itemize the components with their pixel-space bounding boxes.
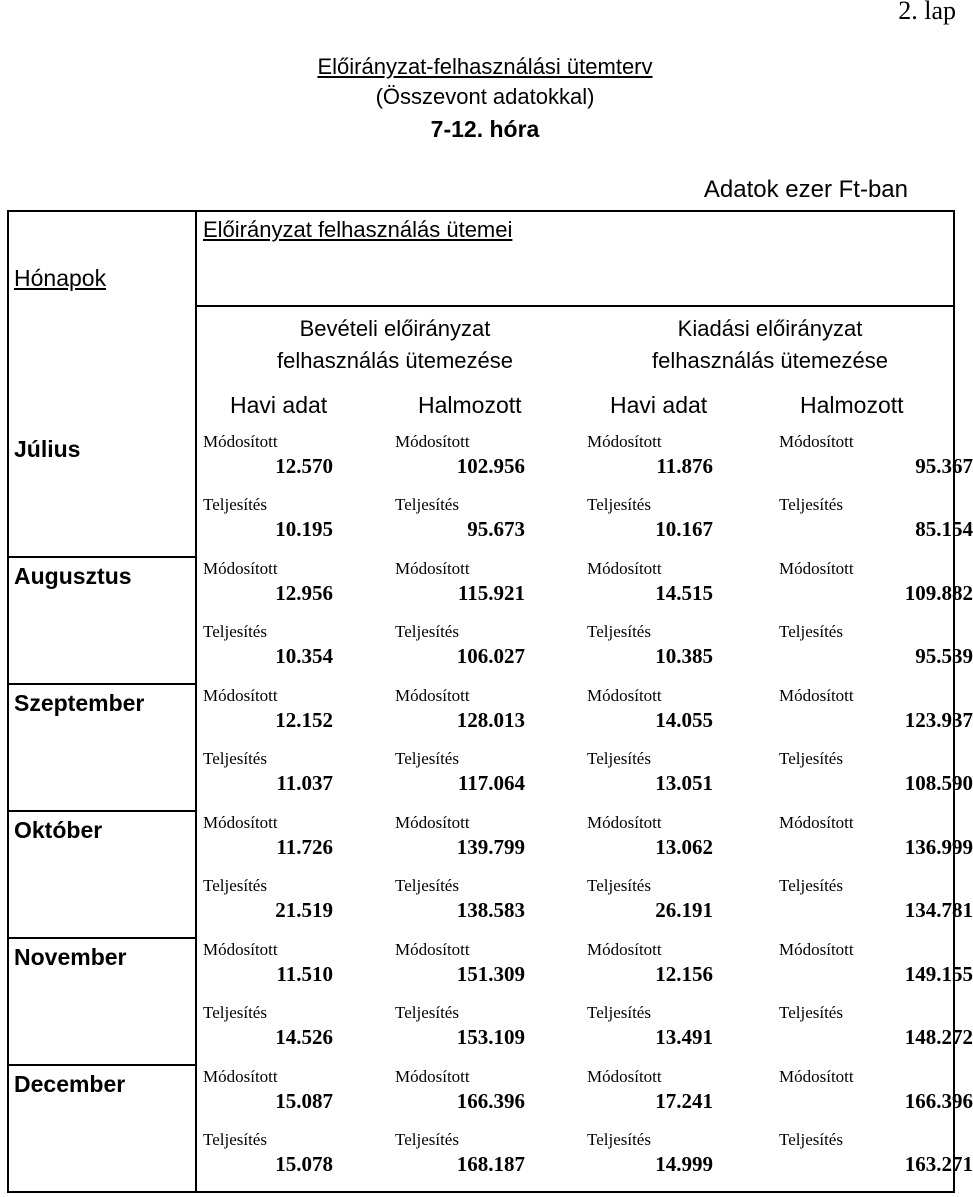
actual-cell [203, 876, 393, 938]
modified-cell [587, 559, 777, 621]
amount-value: 11.876 [656, 454, 713, 478]
modified-cell [395, 432, 585, 494]
amount-value: 102.956 [456, 454, 525, 478]
modified-cell [203, 1067, 393, 1129]
modified-label: Módosított [587, 686, 662, 705]
modified-cell [395, 559, 585, 621]
actual-cell [395, 1003, 585, 1065]
modified-cell [203, 432, 393, 494]
modified-cell [395, 813, 585, 875]
modified-cell [779, 1067, 973, 1129]
amount-value: 166.396 [456, 1089, 525, 1113]
actual-cell [203, 622, 393, 684]
actual-cell [779, 749, 973, 811]
modified-label: Módosított [395, 432, 470, 451]
modified-label: Módosított [203, 432, 278, 451]
subcol-income-cumulative: Halmozott [418, 392, 522, 418]
amount-value: 85.154 [915, 517, 973, 541]
month-column-divider [195, 210, 197, 1193]
modified-label: Módosított [203, 813, 278, 832]
modified-label: Módosított [779, 686, 854, 705]
actual-label: Teljesítés [395, 876, 459, 895]
modified-label: Módosított [587, 559, 662, 578]
actual-cell [395, 495, 585, 557]
modified-cell [779, 813, 973, 875]
modified-label: Módosított [203, 686, 278, 705]
actual-label: Teljesítés [587, 495, 651, 514]
modified-label: Módosított [395, 559, 470, 578]
actual-cell [779, 495, 973, 557]
amount-value: 139.799 [456, 835, 525, 859]
actual-label: Teljesítés [587, 1003, 651, 1022]
actual-label: Teljesítés [203, 1003, 267, 1022]
amount-value: 117.064 [457, 771, 525, 795]
modified-label: Módosított [779, 1067, 854, 1086]
expense-group-header: Kiadási előirányzat felhasználás ütemezése [651, 316, 889, 373]
actual-label: Teljesítés [779, 1003, 843, 1022]
actual-label: Teljesítés [779, 1130, 843, 1149]
amount-value: 13.062 [655, 835, 713, 859]
actual-cell [587, 495, 777, 557]
document-title: Előirányzat-felhasználási ütemterv [317, 54, 653, 79]
actual-label: Teljesítés [203, 622, 267, 641]
amount-value: 12.152 [275, 708, 333, 732]
modified-cell [587, 813, 777, 875]
amount-value: 168.187 [456, 1152, 525, 1176]
amount-value: 153.109 [456, 1025, 525, 1049]
modified-cell [203, 813, 393, 875]
actual-cell [779, 622, 973, 684]
row-divider [7, 556, 197, 558]
modified-label: Módosított [779, 940, 854, 959]
income-group-header: Bevételi előirányzat felhasználás ütemezése [276, 316, 514, 373]
actual-label: Teljesítés [779, 622, 843, 641]
modified-cell [779, 559, 973, 621]
modified-cell [779, 686, 973, 748]
modified-cell [203, 686, 393, 748]
actual-label: Teljesítés [395, 749, 459, 768]
page-label: 2. lap [898, 0, 956, 25]
month-label: Augusztus [14, 563, 132, 589]
unit-note: Adatok ezer Ft-ban [703, 176, 908, 203]
amount-value: 149.155 [904, 962, 973, 986]
actual-cell [587, 622, 777, 684]
modified-label: Módosított [587, 1067, 662, 1086]
modified-cell [587, 432, 777, 494]
amount-value: 95.539 [915, 644, 973, 668]
amount-value: 106.027 [456, 644, 525, 668]
modified-label: Módosított [203, 940, 278, 959]
month-label: December [14, 1071, 126, 1097]
amount-value: 95.367 [915, 454, 973, 478]
actual-label: Teljesítés [395, 1130, 459, 1149]
actual-label: Teljesítés [203, 1130, 267, 1149]
actual-cell [395, 749, 585, 811]
amount-value: 128.013 [456, 708, 525, 732]
actual-cell [779, 876, 973, 938]
actual-label: Teljesítés [779, 876, 843, 895]
modified-label: Módosított [203, 1067, 278, 1086]
actual-label: Teljesítés [395, 495, 459, 514]
amount-value: 21.519 [275, 898, 333, 922]
subcol-income-monthly: Havi adat [230, 392, 328, 418]
actual-label: Teljesítés [203, 749, 267, 768]
amount-value: 26.191 [655, 898, 713, 922]
modified-label: Módosított [395, 813, 470, 832]
amount-value: 11.726 [276, 835, 333, 859]
subcol-expense-monthly: Havi adat [610, 392, 708, 418]
actual-cell [203, 1003, 393, 1065]
row-divider [7, 810, 197, 812]
amount-value: 134.781 [904, 898, 973, 922]
row-divider [7, 1064, 197, 1066]
modified-label: Módosított [779, 432, 854, 451]
amount-value: 109.882 [904, 581, 973, 605]
actual-cell [203, 1130, 393, 1192]
modified-cell [587, 940, 777, 1002]
amount-value: 12.956 [275, 581, 333, 605]
modified-label: Módosított [395, 686, 470, 705]
month-label: Október [14, 817, 103, 843]
month-label: Szeptember [14, 690, 145, 716]
amount-value: 12.570 [275, 454, 333, 478]
modified-cell [587, 686, 777, 748]
amount-value: 17.241 [655, 1089, 713, 1113]
actual-label: Teljesítés [395, 622, 459, 641]
modified-label: Módosított [395, 940, 470, 959]
amount-value: 11.037 [276, 771, 333, 795]
actual-cell [587, 749, 777, 811]
actual-cell [779, 1130, 973, 1192]
modified-label: Módosított [587, 940, 662, 959]
actual-cell [203, 495, 393, 557]
amount-value: 10.354 [275, 644, 333, 668]
modified-cell [203, 940, 393, 1002]
actual-label: Teljesítés [587, 1130, 651, 1149]
modified-cell [779, 432, 973, 494]
amount-value: 115.921 [457, 581, 525, 605]
amount-value: 15.078 [275, 1152, 333, 1176]
utem-header: Előirányzat felhasználás ütemei [203, 217, 513, 242]
actual-cell [395, 1130, 585, 1192]
modified-cell [779, 940, 973, 1002]
amount-value: 10.167 [655, 517, 713, 541]
amount-value: 136.999 [904, 835, 973, 859]
amount-value: 148.272 [904, 1025, 973, 1049]
amount-value: 13.491 [655, 1025, 713, 1049]
modified-label: Módosított [587, 432, 662, 451]
amount-value: 11.510 [276, 962, 333, 986]
actual-label: Teljesítés [587, 749, 651, 768]
actual-cell [779, 1003, 973, 1065]
amount-value: 13.051 [655, 771, 713, 795]
document-period: 7-12. hóra [430, 116, 540, 142]
subcol-expense-cumulative: Halmozott [800, 392, 904, 418]
month-label: Július [14, 436, 81, 462]
amount-value: 12.156 [655, 962, 713, 986]
amount-value: 14.526 [275, 1025, 333, 1049]
amount-value: 95.673 [467, 517, 525, 541]
amount-value: 123.937 [904, 708, 973, 732]
amount-value: 166.396 [904, 1089, 973, 1113]
amount-value: 14.999 [655, 1152, 713, 1176]
row-divider [7, 937, 197, 939]
amount-value: 14.515 [655, 581, 713, 605]
modified-label: Módosított [203, 559, 278, 578]
amount-value: 10.385 [655, 644, 713, 668]
modified-cell [395, 1067, 585, 1129]
actual-cell [587, 876, 777, 938]
modified-cell [395, 940, 585, 1002]
amount-value: 10.195 [275, 517, 333, 541]
row-divider [7, 683, 197, 685]
actual-label: Teljesítés [203, 876, 267, 895]
modified-label: Módosított [779, 559, 854, 578]
months-header: Hónapok [14, 265, 107, 291]
modified-label: Módosított [395, 1067, 470, 1086]
header-divider [195, 305, 955, 307]
actual-label: Teljesítés [395, 1003, 459, 1022]
actual-label: Teljesítés [203, 495, 267, 514]
actual-cell [395, 876, 585, 938]
month-label: November [14, 944, 127, 970]
amount-value: 138.583 [456, 898, 525, 922]
actual-cell [587, 1003, 777, 1065]
actual-cell [395, 622, 585, 684]
amount-value: 163.271 [904, 1152, 973, 1176]
amount-value: 151.309 [456, 962, 525, 986]
amount-value: 108.590 [904, 771, 973, 795]
actual-cell [587, 1130, 777, 1192]
actual-label: Teljesítés [779, 749, 843, 768]
amount-value: 15.087 [275, 1089, 333, 1113]
actual-label: Teljesítés [587, 622, 651, 641]
amount-value: 14.055 [655, 708, 713, 732]
actual-label: Teljesítés [587, 876, 651, 895]
document-subtitle: (Összevont adatokkal) [375, 84, 595, 109]
modified-label: Módosított [779, 813, 854, 832]
actual-label: Teljesítés [779, 495, 843, 514]
modified-cell [587, 1067, 777, 1129]
modified-label: Módosított [587, 813, 662, 832]
modified-cell [395, 686, 585, 748]
modified-cell [203, 559, 393, 621]
actual-cell [203, 749, 393, 811]
